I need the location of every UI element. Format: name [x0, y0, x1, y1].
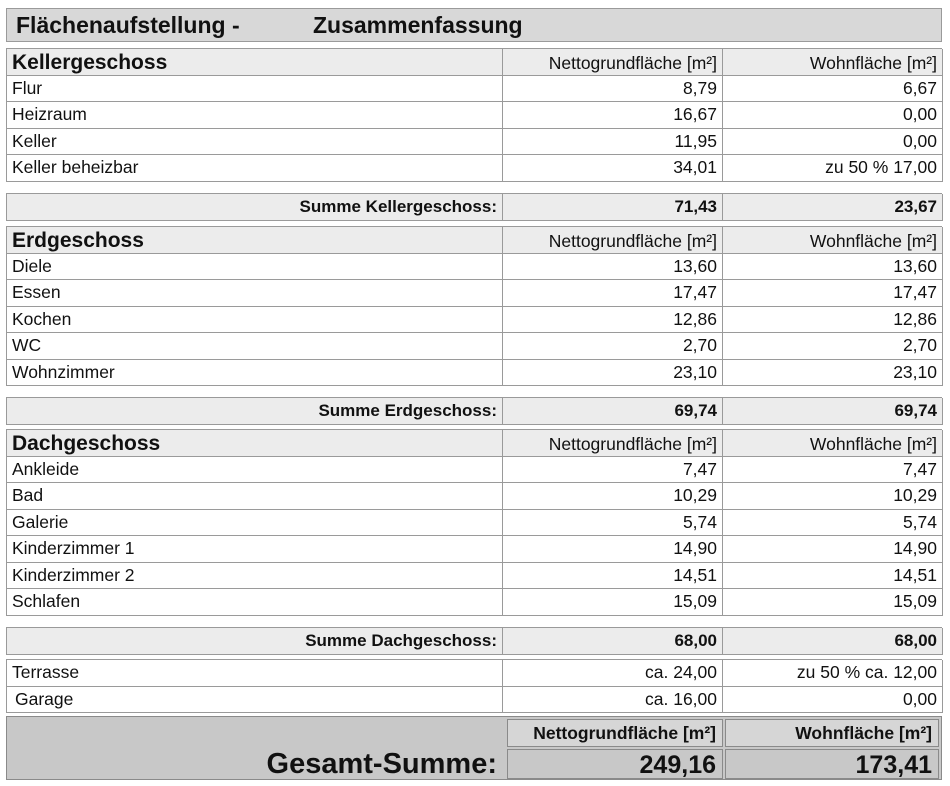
sum-label-erdgeschoss: Summe Erdgeschoss: — [7, 398, 503, 425]
room-name: Terrasse — [7, 660, 503, 687]
room-ngf: 7,47 — [503, 457, 723, 484]
room-name: Flur — [7, 76, 503, 103]
section-title-dachgeschoss: Dachgeschoss — [7, 430, 503, 457]
room-name: Bad — [7, 483, 503, 510]
room-ngf: 34,01 — [503, 155, 723, 182]
erdgeschoss-sum-row — [6, 397, 942, 425]
room-name: Garage — [7, 687, 503, 714]
room-wfl: 23,10 — [723, 360, 943, 387]
title-part-1: Flächenaufstellung - — [16, 12, 240, 38]
room-ngf: 2,70 — [503, 333, 723, 360]
room-ngf: 12,86 — [503, 307, 723, 334]
sum-wfl-dachgeschoss: 68,00 — [723, 628, 943, 655]
column-header-wfl: Wohnfläche [m²] — [723, 227, 943, 254]
room-name: WC — [7, 333, 503, 360]
room-wfl: 13,60 — [723, 254, 943, 281]
room-wfl: 5,74 — [723, 510, 943, 537]
room-wfl: 6,67 — [723, 76, 943, 103]
sum-wfl-kellergeschoss: 23,67 — [723, 194, 943, 221]
dachgeschoss-table — [6, 429, 942, 616]
total-block — [6, 716, 942, 780]
room-ngf: ca. 16,00 — [503, 687, 723, 714]
total-wfl-value: 173,41 — [725, 749, 939, 779]
sum-wfl-erdgeschoss: 69,74 — [723, 398, 943, 425]
room-name: Keller beheizbar — [7, 155, 503, 182]
room-ngf: 5,74 — [503, 510, 723, 537]
room-name: Galerie — [7, 510, 503, 537]
room-name: Essen — [7, 280, 503, 307]
room-name: Wohnzimmer — [7, 360, 503, 387]
total-header-ngf: Nettogrundfläche [m²] — [507, 719, 723, 747]
sum-ngf-kellergeschoss: 71,43 — [503, 194, 723, 221]
room-ngf: 13,60 — [503, 254, 723, 281]
room-wfl: 14,90 — [723, 536, 943, 563]
sum-ngf-dachgeschoss: 68,00 — [503, 628, 723, 655]
room-name: Kochen — [7, 307, 503, 334]
room-wfl: 0,00 — [723, 102, 943, 129]
room-wfl: 14,51 — [723, 563, 943, 590]
column-header-wfl: Wohnfläche [m²] — [723, 430, 943, 457]
room-ngf: 14,51 — [503, 563, 723, 590]
sum-label-kellergeschoss: Summe Kellergeschoss: — [7, 194, 503, 221]
column-header-ngf: Nettogrundfläche [m²] — [503, 430, 723, 457]
room-wfl: zu 50 % ca. 12,00 — [723, 660, 943, 687]
room-name: Keller — [7, 129, 503, 156]
erdgeschoss-table — [6, 226, 942, 386]
room-ngf: 16,67 — [503, 102, 723, 129]
room-wfl: 2,70 — [723, 333, 943, 360]
room-name: Schlafen — [7, 589, 503, 616]
column-header-wfl: Wohnfläche [m²] — [723, 49, 943, 76]
section-title-erdgeschoss: Erdgeschoss — [7, 227, 503, 254]
kellergeschoss-sum-row — [6, 193, 942, 221]
dachgeschoss-sum-row — [6, 627, 942, 655]
section-title-kellergeschoss: Kellergeschoss — [7, 49, 503, 76]
sum-label-dachgeschoss: Summe Dachgeschoss: — [7, 628, 503, 655]
room-ngf: 17,47 — [503, 280, 723, 307]
title-part-2: Zusammenfassung — [313, 12, 523, 38]
room-name: Kinderzimmer 1 — [7, 536, 503, 563]
room-ngf: 15,09 — [503, 589, 723, 616]
room-wfl: 15,09 — [723, 589, 943, 616]
room-ngf: 10,29 — [503, 483, 723, 510]
column-header-ngf: Nettogrundfläche [m²] — [503, 227, 723, 254]
sum-ngf-erdgeschoss: 69,74 — [503, 398, 723, 425]
room-name: Diele — [7, 254, 503, 281]
kellergeschoss-table — [6, 48, 942, 182]
room-name: Ankleide — [7, 457, 503, 484]
column-header-ngf: Nettogrundfläche [m²] — [503, 49, 723, 76]
room-wfl: 0,00 — [723, 687, 943, 714]
room-wfl: 17,47 — [723, 280, 943, 307]
total-label: Gesamt-Summe: — [266, 748, 497, 780]
room-wfl: zu 50 % 17,00 — [723, 155, 943, 182]
room-ngf: 23,10 — [503, 360, 723, 387]
total-header-wfl: Wohnfläche [m²] — [725, 719, 939, 747]
room-ngf: 11,95 — [503, 129, 723, 156]
room-ngf: ca. 24,00 — [503, 660, 723, 687]
room-wfl: 0,00 — [723, 129, 943, 156]
room-wfl: 7,47 — [723, 457, 943, 484]
total-ngf-value: 249,16 — [507, 749, 723, 779]
room-ngf: 14,90 — [503, 536, 723, 563]
room-wfl: 10,29 — [723, 483, 943, 510]
page-title — [6, 8, 942, 42]
extra-areas-table — [6, 659, 942, 713]
room-name: Kinderzimmer 2 — [7, 563, 503, 590]
room-ngf: 8,79 — [503, 76, 723, 103]
room-wfl: 12,86 — [723, 307, 943, 334]
room-name: Heizraum — [7, 102, 503, 129]
